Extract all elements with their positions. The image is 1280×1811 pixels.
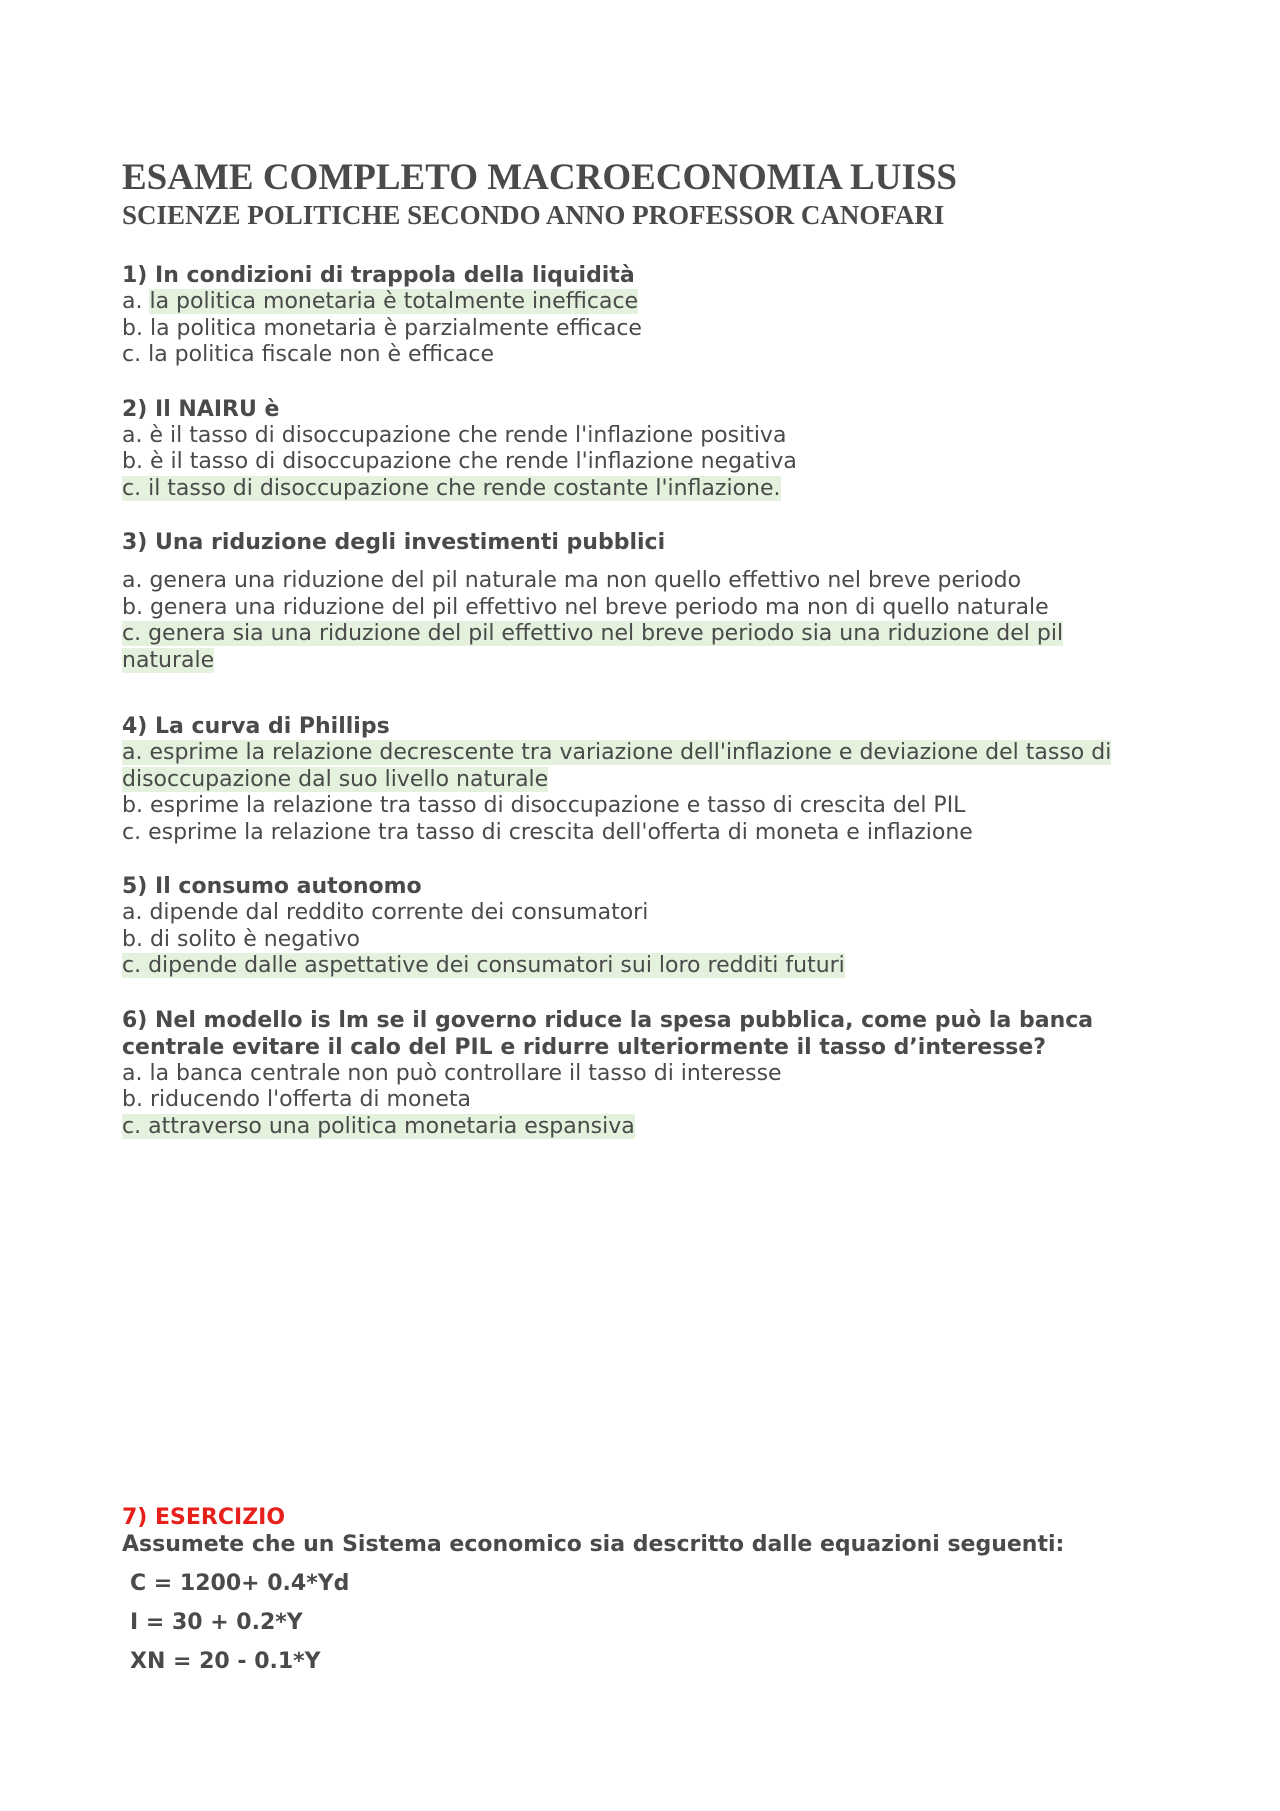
correct-answer-highlight: a. esprime la relazione decrescente tra variazione dell'inflazione e deviazione del tasso di (122, 740, 1112, 765)
question-2 (122, 396, 1162, 503)
equation-investment: I = 30 + 0.2*Y (130, 1610, 303, 1635)
question-4 (122, 713, 1162, 846)
question-text: 5) Il consumo autonomo (122, 874, 422, 899)
question-text-line-2: centrale evitare il calo del PIL e ridurre ulteriormente il tasso d’interesse? (122, 1034, 1047, 1060)
question-3 (122, 529, 1162, 674)
question-1 (122, 262, 1162, 369)
question-6 (122, 1007, 1162, 1141)
answer-option-c (122, 953, 1162, 980)
answer-option-a (122, 289, 1162, 316)
answer-option-c-line-1 (122, 621, 1162, 648)
document-subtitle: SCIENZE POLITICHE SECONDO ANNO PROFESSOR CANOFARI (122, 200, 945, 230)
answer-option-b: b. riducendo l'offerta di moneta (122, 1087, 472, 1112)
question-text: 1) In condizioni di trappola della liquidità (122, 263, 635, 288)
answer-option-a-line-2 (122, 767, 1162, 794)
document-title: ESAME COMPLETO MACROECONOMIA LUISS (122, 157, 957, 198)
answer-option-c-line-2 (122, 648, 1162, 675)
correct-answer-highlight: la politica monetaria è totalmente inefficace (149, 289, 639, 314)
correct-answer-highlight: c. il tasso di disoccupazione che rende costante l'inflazione. (122, 475, 781, 501)
correct-answer-highlight: disoccupazione dal suo livello naturale (122, 766, 549, 792)
answer-option-b: b. genera una riduzione del pil effettivo nel breve periodo ma non di quello naturale (122, 594, 1049, 620)
answer-option-a: a. la banca centrale non può controllare il tasso di interesse (122, 1060, 782, 1086)
option-prefix: a. (122, 289, 150, 314)
question-text: 3) Una riduzione degli investimenti pubblici (122, 530, 666, 555)
correct-answer-highlight: c. dipende dalle aspettative dei consumatori sui loro redditi futuri (122, 953, 845, 978)
answer-option-a: a. genera una riduzione del pil naturale ma non quello effettivo nel breve periodo (122, 568, 1022, 593)
exercise-intro: Assumete che un Sistema economico sia descritto dalle equazioni seguenti: (122, 1532, 1065, 1557)
correct-answer-highlight: c. genera sia una riduzione del pil effettivo nel breve periodo sia una riduzione del pil (122, 621, 1064, 646)
question-text: 2) Il NAIRU è (122, 396, 280, 422)
answer-option-b: b. esprime la relazione tra tasso di disoccupazione e tasso di crescita del PIL (122, 793, 966, 818)
question-text-line-1: 6) Nel modello is lm se il governo riduce la spesa pubblica, come può la banca (122, 1007, 1094, 1033)
correct-answer-highlight: c. attraverso una politica monetaria espansiva (122, 1113, 635, 1139)
question-5 (122, 873, 1162, 980)
answer-option-b: b. è il tasso di disoccupazione che rende l'inflazione negativa (122, 449, 797, 474)
equation-consumption: C = 1200+ 0.4*Yd (130, 1571, 350, 1596)
answer-option-a-line-1 (122, 740, 1162, 767)
exercise-section (122, 1504, 1162, 1687)
answer-option-c (122, 476, 1162, 503)
exam-content (122, 158, 1162, 1167)
answer-option-b: b. la politica monetaria è parzialmente efficace (122, 315, 642, 341)
answer-option-a: a. è il tasso di disoccupazione che rende l'inflazione positiva (122, 422, 787, 448)
answer-option-c: c. esprime la relazione tra tasso di crescita dell'offerta di moneta e inflazione (122, 819, 973, 845)
answer-option-b: b. di solito è negativo (122, 926, 360, 952)
equation-net-exports: XN = 20 - 0.1*Y (130, 1649, 321, 1674)
correct-answer-highlight: naturale (122, 647, 215, 673)
answer-option-a: a. dipende dal reddito corrente dei consumatori (122, 900, 649, 925)
question-text: 4) La curva di Phillips (122, 714, 390, 739)
exercise-title: 7) ESERCIZIO (122, 1505, 286, 1530)
answer-option-c: c. la politica fiscale non è efficace (122, 342, 495, 367)
answer-option-c (122, 1114, 1162, 1141)
